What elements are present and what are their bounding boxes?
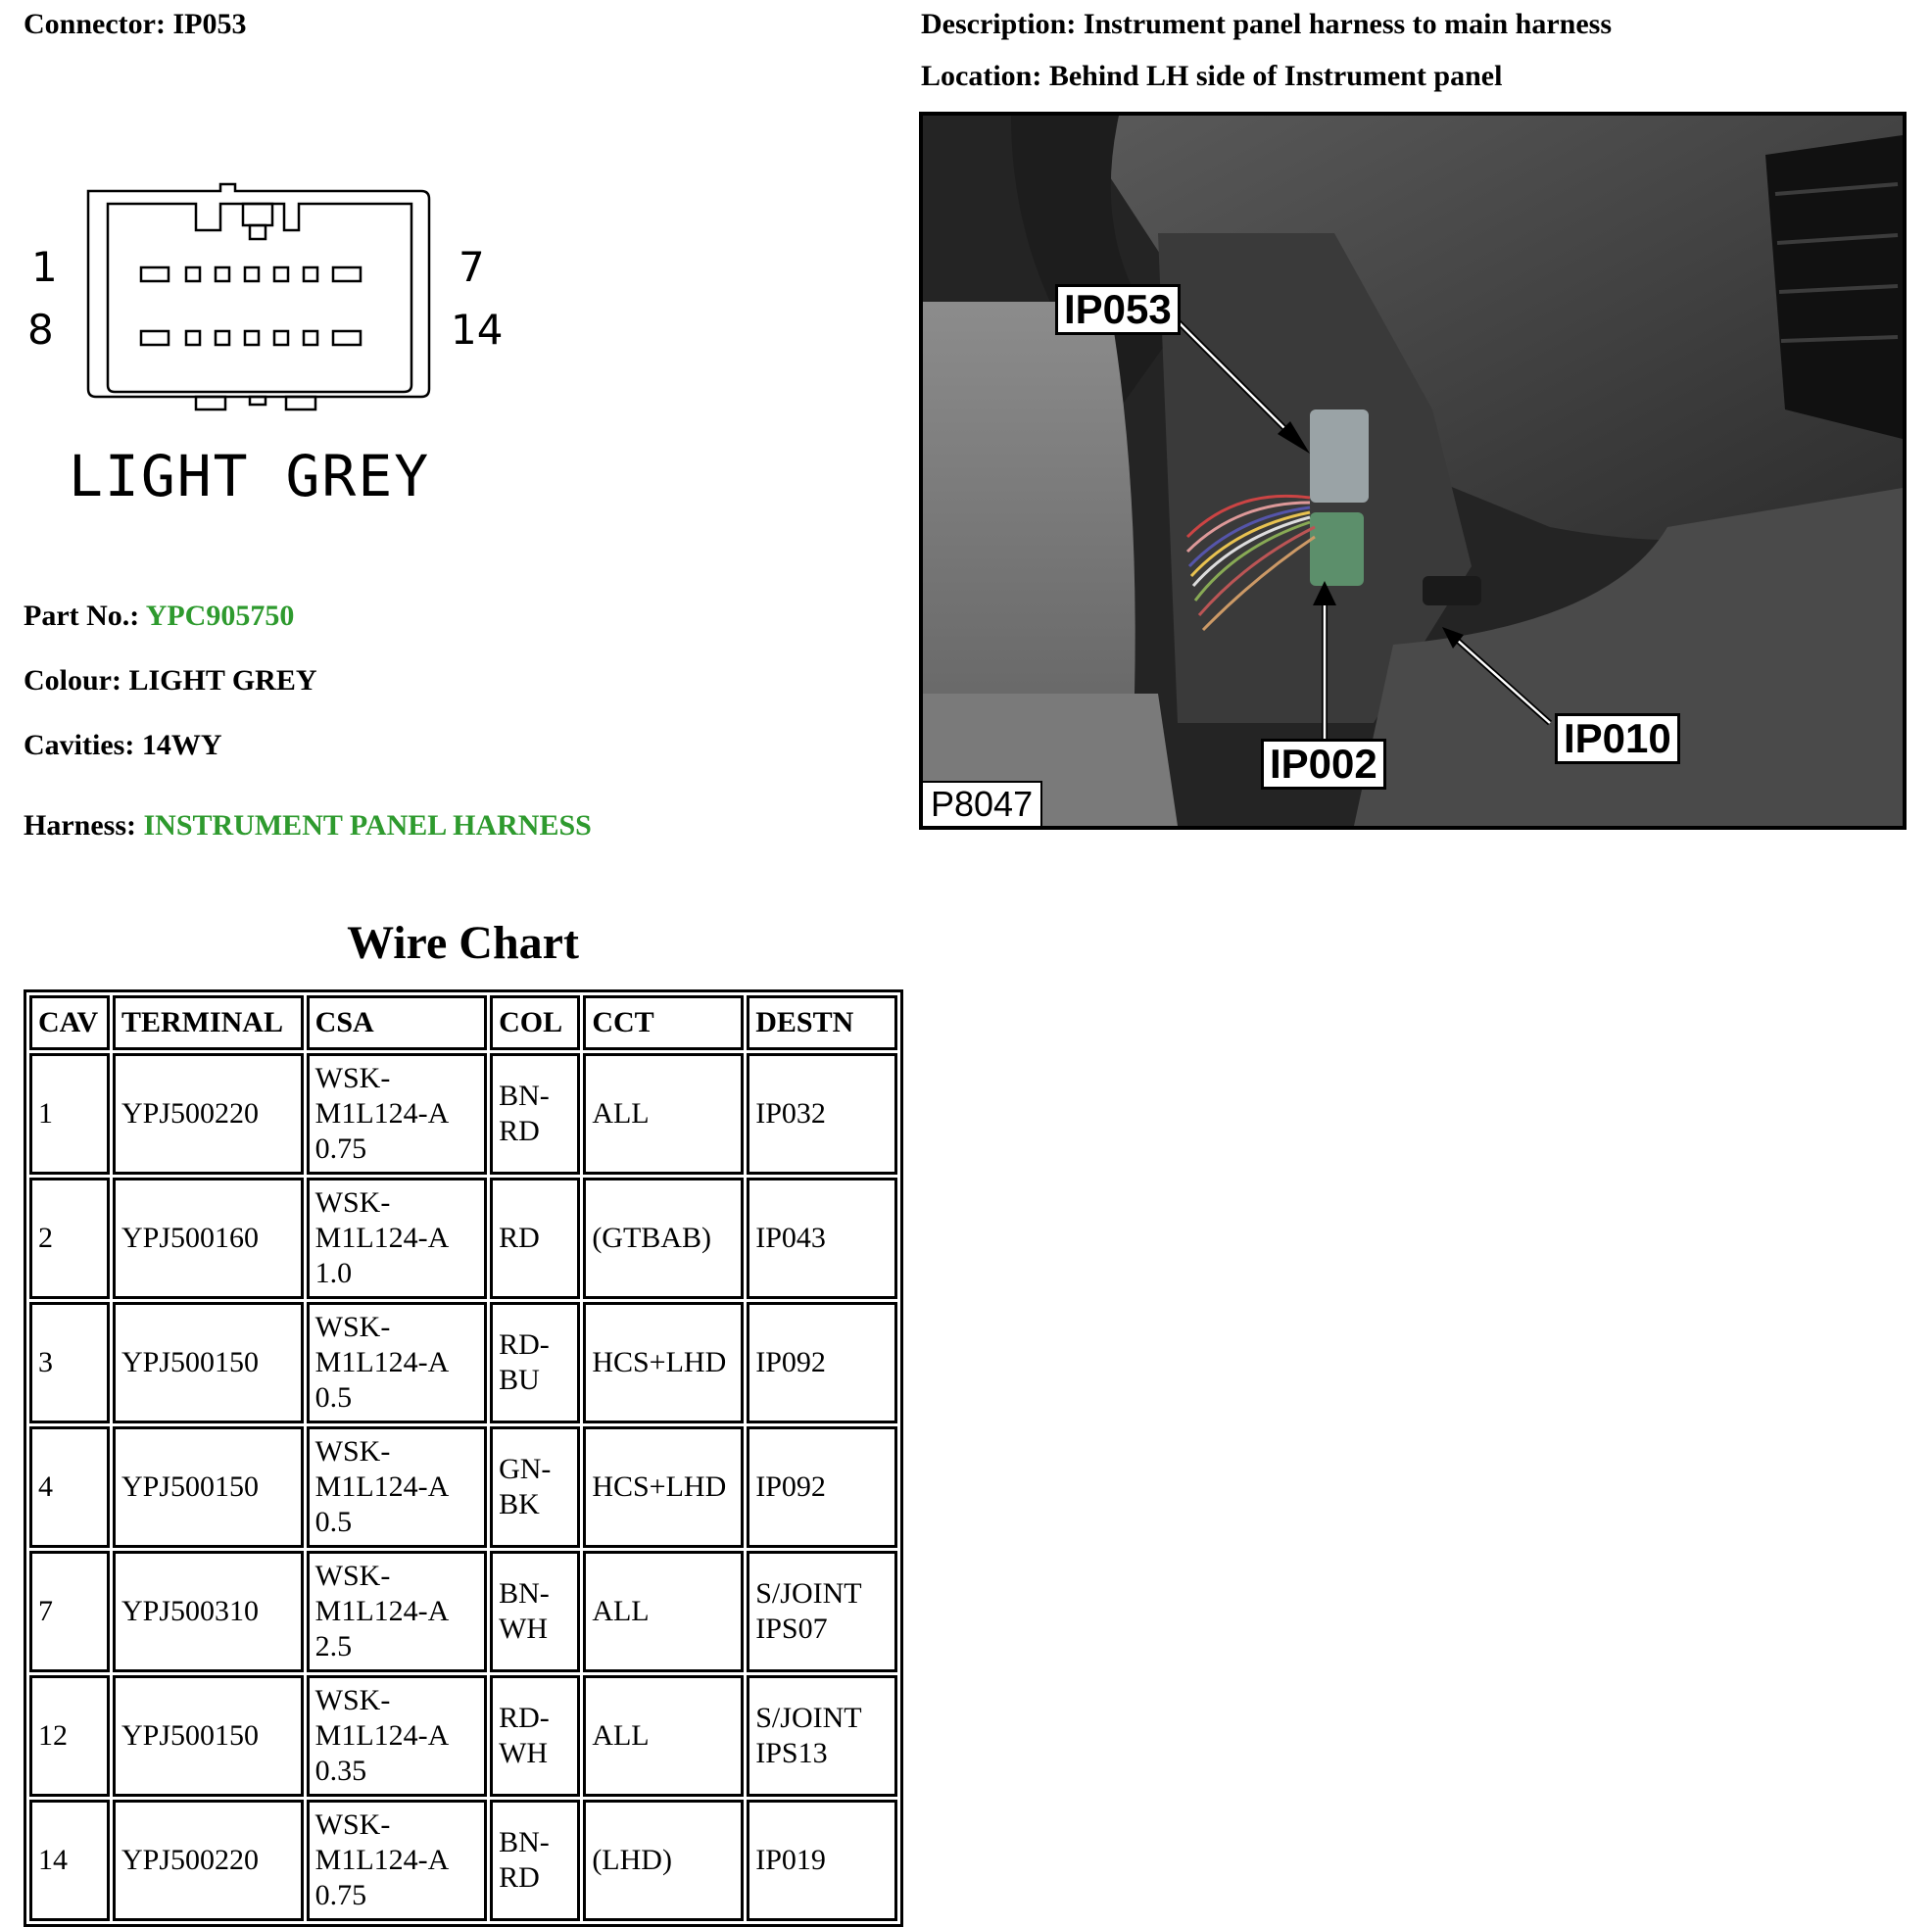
- wire-chart-title: Wire Chart: [347, 917, 579, 969]
- colour-value: LIGHT GREY: [128, 664, 317, 697]
- cell-col: RD: [490, 1178, 580, 1299]
- cell-col: RD-WH: [490, 1675, 580, 1797]
- colour-field: [24, 664, 317, 698]
- connector-colour-text: LIGHT GREY: [69, 443, 431, 509]
- description-label: Description:: [921, 8, 1077, 40]
- column-header-csa: CSA: [307, 995, 487, 1050]
- location-label: Location:: [921, 60, 1042, 92]
- cell-terminal: YPJ500160: [113, 1178, 304, 1299]
- cell-cct: ALL: [583, 1551, 744, 1672]
- photo-illustration: [923, 116, 1903, 826]
- cell-cav: 3: [29, 1302, 110, 1423]
- cell-destn: IP043: [747, 1178, 897, 1299]
- cell-destn: IP092: [747, 1302, 897, 1423]
- cell-csa: WSK-M1L124-A 0.35: [307, 1675, 487, 1797]
- table-row: [29, 1800, 897, 1921]
- cell-col: BN-RD: [490, 1800, 580, 1921]
- cell-cct: (LHD): [583, 1800, 744, 1921]
- cell-cav: 4: [29, 1426, 110, 1548]
- cell-destn: S/JOINT IPS13: [747, 1675, 897, 1797]
- cell-csa: WSK-M1L124-A 0.5: [307, 1302, 487, 1423]
- cell-cct: ALL: [583, 1053, 744, 1175]
- table-header-row: [29, 995, 897, 1050]
- cell-terminal: YPJ500150: [113, 1675, 304, 1797]
- pin-label-7: 7: [459, 243, 485, 291]
- column-header-cav: CAV: [29, 995, 110, 1050]
- column-header-destn: DESTN: [747, 995, 897, 1050]
- connector-label: Connector:: [24, 8, 166, 40]
- cell-cav: 14: [29, 1800, 110, 1921]
- cavities-label: Cavities:: [24, 729, 135, 761]
- cell-cct: ALL: [583, 1675, 744, 1797]
- location-field: [921, 60, 1502, 93]
- cell-col: GN-BK: [490, 1426, 580, 1548]
- connector-outline: [20, 176, 509, 411]
- cavities-value: 14WY: [141, 729, 222, 761]
- location-value: Behind LH side of Instrument panel: [1048, 60, 1503, 92]
- cell-cav: 2: [29, 1178, 110, 1299]
- table-row: [29, 1675, 897, 1797]
- table-row: [29, 1302, 897, 1423]
- connector-value: IP053: [172, 8, 247, 40]
- part-no-field: [24, 600, 294, 633]
- column-header-col: COL: [490, 995, 580, 1050]
- cell-destn: IP019: [747, 1800, 897, 1921]
- cell-cav: 7: [29, 1551, 110, 1672]
- location-photo: [919, 112, 1907, 830]
- part-no-label: Part No.:: [24, 600, 140, 632]
- cell-cav: 1: [29, 1053, 110, 1175]
- cell-csa: WSK-M1L124-A 1.0: [307, 1178, 487, 1299]
- cell-csa: WSK-M1L124-A 0.5: [307, 1426, 487, 1548]
- cell-cct: HCS+LHD: [583, 1426, 744, 1548]
- part-no-link[interactable]: YPC905750: [145, 600, 295, 632]
- pin-label-14: 14: [451, 306, 504, 354]
- table-row: [29, 1178, 897, 1299]
- column-header-terminal: TERMINAL: [113, 995, 304, 1050]
- wire-chart-body: [29, 1053, 897, 1921]
- callout-ip053: IP053: [1055, 284, 1181, 335]
- column-header-cct: CCT: [583, 995, 744, 1050]
- cell-terminal: YPJ500310: [113, 1551, 304, 1672]
- cell-col: RD-BU: [490, 1302, 580, 1423]
- cell-destn: IP032: [747, 1053, 897, 1175]
- cavities-field: [24, 729, 221, 762]
- cell-destn: S/JOINT IPS07: [747, 1551, 897, 1672]
- harness-label: Harness:: [24, 809, 136, 842]
- table-row: [29, 1053, 897, 1175]
- description-value: Instrument panel harness to main harness: [1083, 8, 1613, 40]
- figure-id: P8047: [923, 781, 1042, 826]
- cell-terminal: YPJ500220: [113, 1053, 304, 1175]
- cell-cav: 12: [29, 1675, 110, 1797]
- cell-csa: WSK-M1L124-A 0.75: [307, 1053, 487, 1175]
- cell-cct: HCS+LHD: [583, 1302, 744, 1423]
- colour-label: Colour:: [24, 664, 121, 697]
- cell-terminal: YPJ500220: [113, 1800, 304, 1921]
- cell-col: BN-WH: [490, 1551, 580, 1672]
- table-row: [29, 1551, 897, 1672]
- pin-label-1: 1: [31, 243, 58, 291]
- cell-destn: IP092: [747, 1426, 897, 1548]
- cell-terminal: YPJ500150: [113, 1302, 304, 1423]
- harness-link[interactable]: INSTRUMENT PANEL HARNESS: [143, 809, 592, 842]
- cell-cct: (GTBAB): [583, 1178, 744, 1299]
- table-row: [29, 1426, 897, 1548]
- callout-ip002: IP002: [1261, 739, 1386, 790]
- connector-diagram: [20, 176, 509, 529]
- connector-field: [24, 8, 246, 41]
- cell-terminal: YPJ500150: [113, 1426, 304, 1548]
- harness-field: [24, 809, 592, 843]
- description-field: [921, 8, 1612, 41]
- pin-label-8: 8: [27, 306, 54, 354]
- cell-csa: WSK-M1L124-A 2.5: [307, 1551, 487, 1672]
- callout-ip010: IP010: [1555, 713, 1680, 764]
- cell-csa: WSK-M1L124-A 0.75: [307, 1800, 487, 1921]
- cell-col: BN-RD: [490, 1053, 580, 1175]
- wire-chart-table: [24, 989, 903, 1927]
